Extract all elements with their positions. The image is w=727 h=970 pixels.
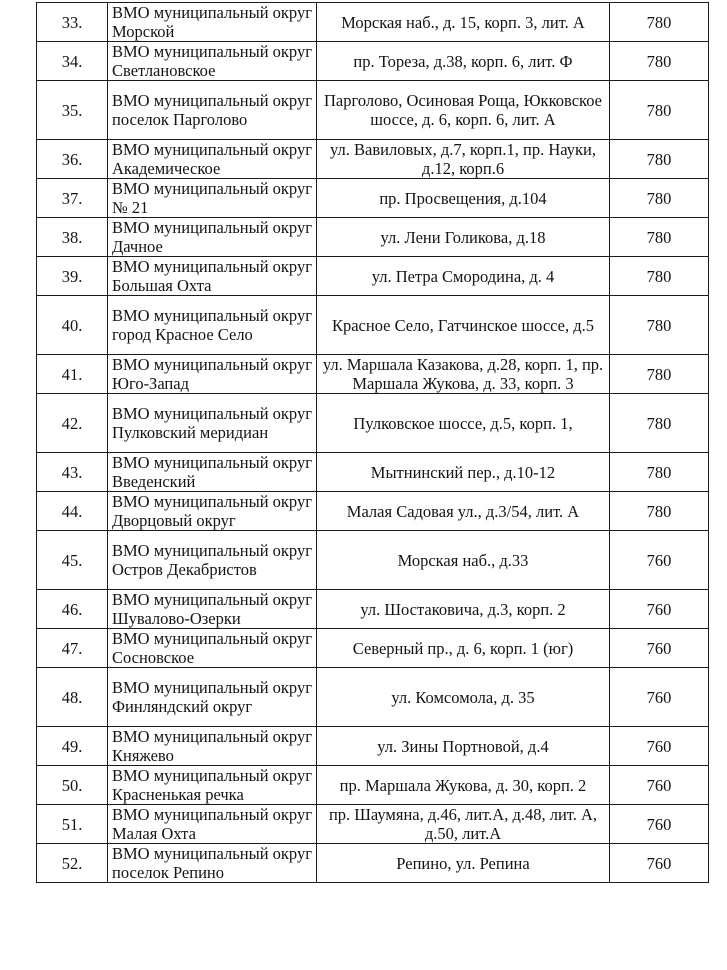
district-address: Мытнинский пер., д.10-12: [317, 453, 610, 492]
district-address: ул. Зины Портновой, д.4: [317, 727, 610, 766]
row-number: 46.: [37, 590, 108, 629]
district-address: Парголово, Осиновая Роща, Юкковское шоссе, д. 6, корп. 6, лит. А: [317, 81, 610, 140]
row-value: 760: [610, 805, 709, 844]
district-address: Красное Село, Гатчинское шоссе, д.5: [317, 296, 610, 355]
row-number: 39.: [37, 257, 108, 296]
row-value: 780: [610, 81, 709, 140]
district-name: ВМО муниципальный округ Малая Охта: [108, 805, 317, 844]
row-number: 48.: [37, 668, 108, 727]
row-number: 37.: [37, 179, 108, 218]
row-number: 38.: [37, 218, 108, 257]
table-row: [37, 766, 709, 805]
district-address: ул. Лени Голикова, д.18: [317, 218, 610, 257]
district-name: ВМО муниципальный округ Финляндский округ: [108, 668, 317, 727]
district-name: ВМО муниципальный округ Морской: [108, 3, 317, 42]
row-value: 780: [610, 42, 709, 81]
table-row: [37, 453, 709, 492]
row-value: 760: [610, 766, 709, 805]
district-address: ул. Шостаковича, д.3, корп. 2: [317, 590, 610, 629]
row-number: 34.: [37, 42, 108, 81]
row-value: 780: [610, 218, 709, 257]
district-address: ул. Комсомола, д. 35: [317, 668, 610, 727]
district-address: Северный пр., д. 6, корп. 1 (юг): [317, 629, 610, 668]
row-value: 760: [610, 531, 709, 590]
district-address: Пулковское шоссе, д.5, корп. 1,: [317, 394, 610, 453]
row-number: 35.: [37, 81, 108, 140]
district-name: ВМО муниципальный округ Большая Охта: [108, 257, 317, 296]
row-number: 52.: [37, 844, 108, 883]
row-number: 36.: [37, 140, 108, 179]
district-name: ВМО муниципальный округ Пулковский меридиан: [108, 394, 317, 453]
district-name: ВМО муниципальный округ город Красное Село: [108, 296, 317, 355]
district-name: ВМО муниципальный округ Светлановское: [108, 42, 317, 81]
district-address: пр. Шаумяна, д.46, лит.А, д.48, лит. А, д.50, лит.А: [317, 805, 610, 844]
row-value: 780: [610, 453, 709, 492]
table-row: [37, 668, 709, 727]
row-value: 780: [610, 140, 709, 179]
district-address: Морская наб., д. 15, корп. 3, лит. А: [317, 3, 610, 42]
district-name: ВМО муниципальный округ Введенский: [108, 453, 317, 492]
district-address: пр. Тореза, д.38, корп. 6, лит. Ф: [317, 42, 610, 81]
district-name: ВМО муниципальный округ Княжево: [108, 727, 317, 766]
row-number: 47.: [37, 629, 108, 668]
row-value: 780: [610, 179, 709, 218]
district-name: ВМО муниципальный округ Дворцовый округ: [108, 492, 317, 531]
district-name: ВМО муниципальный округ № 21: [108, 179, 317, 218]
table-row: [37, 355, 709, 394]
row-number: 41.: [37, 355, 108, 394]
table-row: [37, 844, 709, 883]
table-row: [37, 629, 709, 668]
district-name: ВМО муниципальный округ поселок Репино: [108, 844, 317, 883]
row-number: 40.: [37, 296, 108, 355]
table-row: [37, 179, 709, 218]
table-row: [37, 590, 709, 629]
table-row: [37, 3, 709, 42]
district-address: пр. Маршала Жукова, д. 30, корп. 2: [317, 766, 610, 805]
district-address: Малая Садовая ул., д.3/54, лит. А: [317, 492, 610, 531]
district-name: ВМО муниципальный округ Шувалово-Озерки: [108, 590, 317, 629]
table-row: [37, 140, 709, 179]
row-number: 44.: [37, 492, 108, 531]
district-address: ул. Петра Смородина, д. 4: [317, 257, 610, 296]
table-body: [37, 3, 709, 883]
table-row: [37, 296, 709, 355]
district-name: ВМО муниципальный округ Красненькая речка: [108, 766, 317, 805]
district-name: ВМО муниципальный округ Сосновское: [108, 629, 317, 668]
row-value: 780: [610, 296, 709, 355]
table-row: [37, 42, 709, 81]
district-name: ВМО муниципальный округ Академическое: [108, 140, 317, 179]
row-value: 760: [610, 590, 709, 629]
table-row: [37, 81, 709, 140]
district-name: ВМО муниципальный округ Дачное: [108, 218, 317, 257]
district-address: ул. Маршала Казакова, д.28, корп. 1, пр. Маршала Жукова, д. 33, корп. 3: [317, 355, 610, 394]
table-row: [37, 257, 709, 296]
district-address: пр. Просвещения, д.104: [317, 179, 610, 218]
table-row: [37, 531, 709, 590]
municipal-districts-table: [36, 2, 709, 883]
row-value: 760: [610, 668, 709, 727]
row-value: 760: [610, 844, 709, 883]
row-number: 43.: [37, 453, 108, 492]
table-row: [37, 727, 709, 766]
row-value: 780: [610, 3, 709, 42]
row-number: 50.: [37, 766, 108, 805]
row-number: 49.: [37, 727, 108, 766]
row-number: 51.: [37, 805, 108, 844]
row-value: 760: [610, 727, 709, 766]
table-row: [37, 394, 709, 453]
district-name: ВМО муниципальный округ Юго-Запад: [108, 355, 317, 394]
district-name: ВМО муниципальный округ поселок Парголово: [108, 81, 317, 140]
row-number: 42.: [37, 394, 108, 453]
table-row: [37, 805, 709, 844]
row-number: 33.: [37, 3, 108, 42]
table-row: [37, 218, 709, 257]
row-value: 780: [610, 355, 709, 394]
district-name: ВМО муниципальный округ Остров Декабристов: [108, 531, 317, 590]
row-value: 780: [610, 492, 709, 531]
row-value: 780: [610, 394, 709, 453]
district-address: ул. Вавиловых, д.7, корп.1, пр. Науки, д.12, корп.6: [317, 140, 610, 179]
table-row: [37, 492, 709, 531]
row-value: 780: [610, 257, 709, 296]
row-number: 45.: [37, 531, 108, 590]
row-value: 760: [610, 629, 709, 668]
district-address: Репино, ул. Репина: [317, 844, 610, 883]
district-address: Морская наб., д.33: [317, 531, 610, 590]
